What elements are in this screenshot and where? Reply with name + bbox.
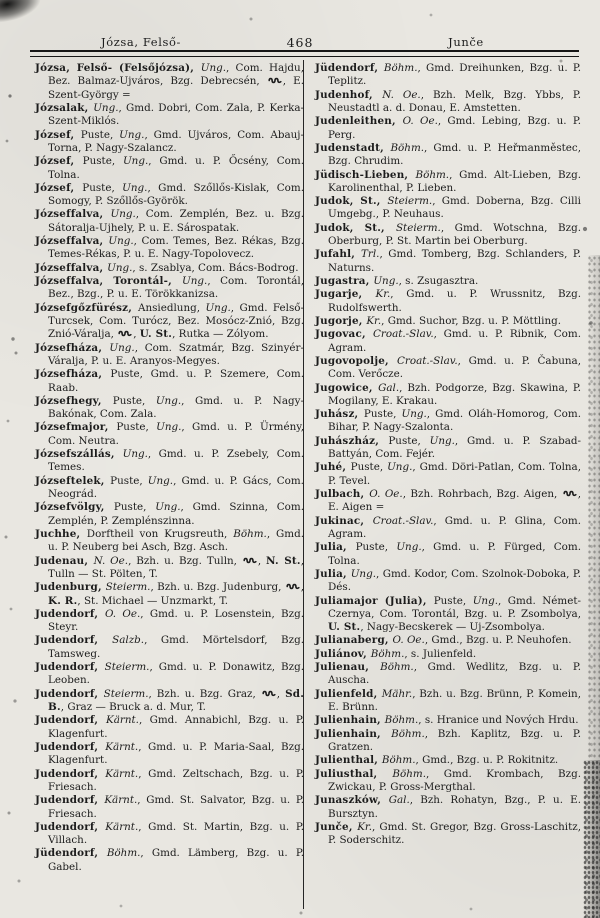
gazetteer-entry xyxy=(315,288,581,315)
entry-text: , Gmd. u. P. Donawitz, Bzg. Leoben. xyxy=(48,661,304,687)
entry-text: , Gmd. St. Gregor, Bzg. Gross-Laschitz, P. Soderschitz. xyxy=(328,820,581,847)
entry-text: , Gmd. u. P. Zsebely, Com. Temes. xyxy=(48,448,304,474)
entry-headword: Jüdisch-Lieben, xyxy=(315,168,416,181)
gazetteer-entry xyxy=(35,501,304,528)
entry-region-abbr: Böhm. xyxy=(380,661,414,674)
running-head-left: Józsa, Felső- xyxy=(100,35,181,49)
entry-region-abbr: Böhm. xyxy=(391,727,425,740)
entry-text: , Gmd. Krombach, Bzg. Zwickau, P. Gross-Mergthal. xyxy=(328,767,581,793)
entry-region-abbr: Ung. xyxy=(119,128,145,141)
scan-artifact-specks xyxy=(0,0,2,2)
gazetteer-entry xyxy=(315,541,581,568)
gazetteer-entry xyxy=(35,129,304,156)
gazetteer-entry xyxy=(35,421,304,448)
gazetteer-entry xyxy=(315,648,581,661)
entry-headword: Józsa, Felső- (Felsőjózsa), xyxy=(35,62,201,74)
entry-headword: József, xyxy=(35,155,83,168)
entry-text: , Bzh. u. Bzg. Tulln, xyxy=(128,554,242,567)
entry-region-abbr: O. Oe. xyxy=(369,488,403,500)
entry-region-abbr: N. Oe. xyxy=(382,88,421,101)
entry-text: , Tulln — St. Pölten, T. xyxy=(48,554,304,580)
entry-text: , Com. Temes, Bez. Rékas, Bzg. Temes-Rékas, P. u. E. Nagy-Topolovecz. xyxy=(48,235,304,261)
entry-region-abbr: Böhm. xyxy=(370,647,405,660)
entry-region-abbr: Ung. xyxy=(472,594,498,607)
entry-headword: Julienfeld, xyxy=(315,687,382,700)
gazetteer-entry xyxy=(315,355,581,382)
entry-region-abbr: Ung. xyxy=(122,181,148,194)
entry-headword: Judendorf, xyxy=(35,767,106,780)
entry-headword: Jugovac, xyxy=(315,328,373,341)
entry-text: , Gmd., Bzg. u. P. Rokitnitz. xyxy=(415,754,559,767)
entry-region-abbr: Steierm. xyxy=(387,195,433,208)
entry-headword: Józseffalva, xyxy=(35,261,108,274)
entry-headword: U. St. xyxy=(139,328,173,341)
entry-headword: Julianaberg, xyxy=(315,634,393,647)
gazetteer-entry xyxy=(315,142,581,169)
entry-region-abbr: Böhm. xyxy=(106,847,141,860)
entry-headword: Jugorje, xyxy=(315,314,367,327)
entry-headword: Jugastra, xyxy=(315,275,374,287)
entry-region-abbr: Kr. xyxy=(375,288,391,301)
entry-region-abbr: Ung. xyxy=(108,235,134,248)
gazetteer-entry xyxy=(35,302,304,342)
gazetteer-entry xyxy=(35,102,304,129)
entry-region-abbr: N. Oe. xyxy=(93,554,129,567)
gazetteer-entry xyxy=(35,634,304,661)
entry-text: , Gmd. Kodor, Com. Szolnok-Doboka, P. Dés. xyxy=(328,567,582,594)
gazetteer-entry xyxy=(35,794,304,821)
gazetteer-entry xyxy=(315,89,581,116)
entry-region-abbr: Böhm. xyxy=(415,168,450,181)
gazetteer-entry xyxy=(315,248,581,275)
entry-text: , xyxy=(257,554,267,567)
posthorn-icon xyxy=(118,329,132,338)
entry-text: Puste, xyxy=(355,541,397,554)
entry-headword: Judendorf, xyxy=(35,634,113,647)
entry-headword: N. St. xyxy=(266,554,301,567)
entry-text: , Bzh. Podgorze, Bzg. Skawina, P. Mogilany, E. Krakau. xyxy=(328,381,581,407)
entry-headword: Jugowice, xyxy=(315,381,379,394)
gazetteer-entry xyxy=(315,328,581,355)
gazetteer-entry xyxy=(35,741,304,768)
entry-region-abbr: Ung. xyxy=(122,155,149,168)
entry-region-abbr: Kärnt. xyxy=(104,794,138,807)
gazetteer-entry xyxy=(315,488,581,515)
entry-region-abbr: Ung. xyxy=(200,62,227,74)
entry-text: , Com. Torontál, Bez., Bzg., P. u. E. Törökkanizsa. xyxy=(48,275,304,301)
entry-headword: Julienthal, xyxy=(315,754,382,767)
entry-text: , Gmd. Szőllős-Kislak, Com. Somogy, P. Szőllős-Györök. xyxy=(48,181,304,208)
gazetteer-entry xyxy=(315,754,581,767)
entry-region-abbr: Ung. xyxy=(109,341,135,354)
entry-headword: Judenau, xyxy=(35,554,94,567)
entry-region-abbr: Steierm. xyxy=(105,581,151,594)
entry-text: , Gmd. Oláh-Homorog, Com. Bihar, P. Nagy-Szalonta. xyxy=(328,408,581,434)
entry-headword: K. R. xyxy=(48,594,78,607)
gazetteer-entry xyxy=(35,262,304,275)
entry-region-abbr: Croat.-Slav. xyxy=(396,354,458,367)
gazetteer-entry xyxy=(35,821,304,848)
gazetteer-entry xyxy=(35,155,304,182)
entry-headword: Judenleithen, xyxy=(315,115,403,128)
entry-region-abbr: O. Oe. xyxy=(104,607,141,620)
entry-region-abbr: O. Oe. xyxy=(402,115,438,128)
gazetteer-entry xyxy=(315,115,581,142)
entry-text: , xyxy=(300,581,304,594)
gazetteer-entry xyxy=(35,714,304,741)
entry-region-abbr: Mähr. xyxy=(381,687,413,700)
entry-region-abbr: Steierm. xyxy=(103,687,149,700)
entry-headword: Judenburg, xyxy=(35,581,106,594)
entry-headword: Jüdendorf, xyxy=(315,62,384,74)
entry-text: , Gmd. u. P. Losenstein, Bzg. Steyr. xyxy=(48,607,304,634)
entry-region-abbr: Croat.-Slav. xyxy=(372,328,434,341)
entry-headword: Julbach, xyxy=(315,488,370,500)
entry-region-abbr: Ung. xyxy=(93,101,119,114)
entry-region-abbr: Ung. xyxy=(155,394,182,407)
entry-headword: Juliamajor (Julia), xyxy=(315,594,434,607)
entry-text: , Gmd. Mörtelsdorf, Bzg. Tamsweg. xyxy=(48,634,304,660)
entry-text: , Gmd. Wedlitz, Bzg. u. P. Auscha. xyxy=(328,661,581,687)
entry-region-abbr: Ung. xyxy=(401,408,427,421)
entry-region-abbr: Trl. xyxy=(361,248,380,261)
entry-text: , Com. Zemplén, Bez. u. Bzg. Sátoralja-Ujhely, P. u. E. Sárospatak. xyxy=(48,208,304,234)
posthorn-icon xyxy=(268,76,282,85)
entry-headword: Juhász, xyxy=(315,408,364,421)
gazetteer-entry xyxy=(315,821,581,848)
posthorn-icon xyxy=(563,489,577,498)
gazetteer-entry xyxy=(315,382,581,409)
entry-text: Puste, xyxy=(82,155,123,168)
entry-headword: Julienhain, xyxy=(315,714,385,727)
entry-text: , Com. Szatmár, Bzg. Szinyér-Váralja, P. u. E. Aranyos-Megyes. xyxy=(48,341,304,367)
entry-headword: Józseffalva, xyxy=(35,208,111,221)
entry-region-abbr: Ung. xyxy=(429,434,455,447)
entry-headword: Juliusthal, xyxy=(315,767,393,780)
gazetteer-entry xyxy=(35,581,304,608)
entry-region-abbr: Ung. xyxy=(387,461,413,474)
gazetteer-entry xyxy=(315,275,581,288)
entry-headword: Józsefháza, xyxy=(35,368,111,381)
entry-headword: Junaszków, xyxy=(315,794,389,807)
entry-text: Puste, Gmd. u. P. Szemere, Com. Raab. xyxy=(48,368,304,394)
entry-text: , Gmd., Bzg. u. P. Neuhofen. xyxy=(424,634,572,647)
page-number: 468 xyxy=(286,35,314,50)
gazetteer-entry xyxy=(35,62,304,102)
entry-headword: Sd. B. xyxy=(48,687,304,713)
entry-headword: Julia, xyxy=(315,541,356,554)
posthorn-icon xyxy=(262,689,276,698)
entry-region-abbr: Böhm. xyxy=(392,767,426,780)
scan-artifact-right-edge-bottom xyxy=(583,760,600,918)
entry-headword: Judok, St., xyxy=(315,221,396,234)
gazetteer-entry xyxy=(35,208,304,235)
entry-headword: Józseftelek, xyxy=(35,474,111,487)
entry-text: , Gmd. Döri-Patlan, Com. Tolna, P. Tevel. xyxy=(328,461,582,487)
gazetteer-entry xyxy=(35,847,304,874)
entry-region-abbr: Kärnt. xyxy=(105,740,139,753)
entry-headword: Juhé, xyxy=(315,461,351,474)
entry-text: , Com. Hajdu, Bez. Balmaz-Ujváros, Bzg. Debrecsén, xyxy=(48,62,304,88)
entry-text: , Gmd. St. Salvator, Bzg. u. P. Friesach. xyxy=(48,794,304,820)
gazetteer-entry xyxy=(315,768,581,795)
entry-headword: Józsefszállás, xyxy=(35,448,123,461)
entry-text: , s. Zsugasztra. xyxy=(398,275,479,287)
entry-text: , Gmd. Felső-Turcsek, Com. Turócz, Bez. Mosócz-Znió, Bzg. Znió-Váralja, xyxy=(48,301,304,341)
entry-region-abbr: Croat.-Slav. xyxy=(372,514,434,527)
entry-region-abbr: Gal. xyxy=(378,381,400,394)
gazetteer-entry xyxy=(35,661,304,688)
gazetteer-entry xyxy=(315,515,581,542)
gazetteer-entry xyxy=(315,714,581,727)
entry-headword: U. St. xyxy=(328,621,361,634)
entry-text: , Gmd. u. P. Glina, Com. Agram. xyxy=(328,514,581,540)
entry-region-abbr: Kr. xyxy=(357,820,373,833)
entry-text: Puste, xyxy=(82,181,123,194)
entry-region-abbr: Kärnt. xyxy=(105,820,139,833)
entry-text: , Gmd. Annabichl, Bzg. u. P. Klagenfurt. xyxy=(48,714,304,740)
gazetteer-entry xyxy=(35,608,304,635)
entry-headword: Julia, xyxy=(315,567,351,580)
entry-region-abbr: Ung. xyxy=(122,448,148,461)
entry-text: Puste, xyxy=(110,474,148,487)
gazetteer-entry xyxy=(35,768,304,795)
gazetteer-entry xyxy=(315,634,581,647)
entry-text: Puste, xyxy=(433,594,473,607)
entry-text: , Rutka — Zólyom. xyxy=(172,328,269,341)
entry-text: , Gmd. u. P. Heřmanměstec, Bzg. Chrudim. xyxy=(328,141,582,168)
entry-text: , Nagy-Becskerek — Uj-Zsombolya. xyxy=(360,621,545,634)
entry-text: Ansiedlung, xyxy=(137,301,206,314)
entry-text: , Gmd. Doberna, Bzg. Cilli Umgebg., P. Neuhaus. xyxy=(328,195,581,221)
gazetteer-entry xyxy=(35,235,304,262)
entry-text: , Gmd. u. P. Nagy-Bakónak, Com. Zala. xyxy=(48,394,304,421)
entry-headword: Julienhain, xyxy=(315,727,392,740)
entry-headword: Judendorf, xyxy=(35,820,106,833)
entry-text: , Gmd. St. Martin, Bzg. u. P. Villach. xyxy=(48,820,304,847)
entry-text: , Bzh. u. Bzg. Brünn, P. Komein, E. Brünn. xyxy=(328,687,582,713)
entry-text: , Bzh. Melk, Bzg. Ybbs, P. Neustadtl a. d. Donau, E. Amstetten. xyxy=(328,88,581,114)
entry-text: , Gmd. u. P. Ribnik, Com. Agram. xyxy=(328,328,582,354)
gazetteer-entry xyxy=(35,475,304,502)
gazetteer-entry xyxy=(35,275,304,302)
entry-headword: Judendorf, xyxy=(35,607,105,620)
entry-text: Puste, xyxy=(113,501,156,514)
entry-region-abbr: Ung. xyxy=(396,541,422,554)
gazetteer-entry xyxy=(35,368,304,395)
entry-headword: Judenstadt, xyxy=(315,141,391,154)
entry-text: , xyxy=(276,687,286,700)
entry-headword: Jukinac, xyxy=(315,514,373,527)
entry-region-abbr: Gal. xyxy=(388,794,410,807)
gazetteer-entry xyxy=(315,728,581,755)
entry-region-abbr: Ung. xyxy=(110,208,136,221)
entry-headword: Józsalak, xyxy=(35,101,94,114)
entry-region-abbr: Böhm. xyxy=(383,62,418,74)
gazetteer-entry xyxy=(315,794,581,821)
gazetteer-entry xyxy=(35,182,304,209)
entry-text: Puste, xyxy=(116,421,157,434)
entry-text: , xyxy=(133,328,140,341)
entry-region-abbr: Ung. xyxy=(147,474,174,487)
entry-headword: Józsefháza, xyxy=(35,341,110,354)
entry-text: , Gmd. Wotschna, Bzg. Oberburg, P. St. Martin bei Oberburg. xyxy=(328,221,581,248)
entry-text: , E. Aigen = xyxy=(328,488,581,514)
gazetteer-entry xyxy=(35,342,304,369)
entry-text: Puste, xyxy=(80,128,120,141)
entry-text: Puste, xyxy=(350,461,388,474)
gazetteer-entry xyxy=(35,395,304,422)
entry-headword: Jüdendorf, xyxy=(35,847,107,860)
gazetteer-entry xyxy=(315,62,581,89)
entry-headword: Jugarje, xyxy=(315,288,376,301)
entry-text: , s. Julienfeld. xyxy=(404,647,477,660)
header-double-rule xyxy=(30,50,579,57)
gazetteer-entry xyxy=(35,688,304,715)
gazetteer-entry xyxy=(315,595,581,635)
gazetteer-entry xyxy=(35,528,304,555)
entry-headword: József, xyxy=(35,181,83,194)
posthorn-icon xyxy=(243,556,257,565)
gazetteer-entry xyxy=(315,435,581,462)
entry-region-abbr: Ung. xyxy=(107,261,133,274)
entry-text: Puste, xyxy=(112,394,156,407)
entry-text: , Gmd. Lebing, Bzg. u. P. Perg. xyxy=(328,115,581,141)
entry-headword: Judok, St., xyxy=(315,195,388,208)
entry-region-abbr: Steierm. xyxy=(395,221,441,234)
gazetteer-entry xyxy=(315,568,581,595)
entry-text: , Graz — Bruck a. d. Mur, T. xyxy=(60,701,206,713)
gazetteer-column-left xyxy=(35,62,304,874)
entry-text: , Gmd. Ujváros, Com. Abauj-Torna, P. Nagy-Szalancz. xyxy=(48,128,304,154)
posthorn-icon xyxy=(286,582,300,591)
entry-headword: Józseffalva, xyxy=(35,235,109,248)
entry-text: , Bzh. u. Bzg. Graz, xyxy=(148,687,261,700)
entry-text: , Gmd. u. P. Ürmény, Com. Neutra. xyxy=(48,421,304,447)
entry-text: , St. Michael — Unzmarkt, T. xyxy=(77,594,229,607)
entry-text: , Gmd. u. P. Neuberg bei Asch, Bzg. Asch. xyxy=(48,527,305,554)
entry-text: , Gmd. Német-Czernya, Com. Torontál, Bzg. u. P. Zsombolya, xyxy=(328,594,581,620)
entry-region-abbr: Böhm. xyxy=(384,714,419,727)
entry-text: , Gmd. Dreihunken, Bzg. u. P. Teplitz. xyxy=(328,62,581,88)
entry-text: , Gmd. u. P. Maria-Saal, Bzg. Klagenfurt. xyxy=(48,740,304,767)
entry-text: Dorftheil von Krugsreuth, xyxy=(86,527,234,540)
entry-text: , Gmd. Dobri, Com. Zala, P. Kerka-Szent-Miklós. xyxy=(48,101,304,128)
entry-region-abbr: Kärnt. xyxy=(105,767,139,780)
entry-region-abbr: Ung. xyxy=(373,275,399,287)
entry-region-abbr: Ung. xyxy=(155,501,181,514)
entry-text: , Gmd. u. P. Čabuna, Com. Verőcze. xyxy=(328,354,581,381)
scan-artifact-corner xyxy=(0,0,43,24)
entry-headword: Józsefgőzfürész, xyxy=(35,301,138,314)
entry-region-abbr: Kärnt. xyxy=(106,714,139,727)
entry-text: Puste, xyxy=(388,434,430,447)
entry-text: Puste, xyxy=(363,408,402,421)
gazetteer-entry xyxy=(315,222,581,249)
entry-text: , Gmd. u. P. Gács, Com. Neográd. xyxy=(48,474,304,500)
entry-headword: Jugovopolje, xyxy=(315,354,397,367)
gazetteer-entry xyxy=(315,315,581,328)
entry-headword: Judendorf, xyxy=(35,714,107,727)
entry-text: , s. Zsablya, Com. Bács-Bodrog. xyxy=(132,261,299,274)
entry-text: , Gmd. Tomberg, Bzg. Schlanders, P. Naturns. xyxy=(328,248,581,274)
entry-headword: Juchhe, xyxy=(35,527,87,540)
gazetteer-entry xyxy=(315,169,581,196)
entry-text: , Gmd. Szinna, Com. Zemplén, P. Zemplénszinna. xyxy=(48,501,304,527)
entry-region-abbr: Steierm. xyxy=(104,661,150,674)
entry-region-abbr: O. Oe. xyxy=(392,634,425,647)
entry-text: , Gmd. Lämberg, Bzg. u. P. Gabel. xyxy=(48,847,304,873)
gazetteer-entry xyxy=(315,195,581,222)
entry-headword: József, xyxy=(35,128,81,141)
gazetteer-column-right xyxy=(315,62,581,847)
entry-region-abbr: Kr. xyxy=(366,314,382,327)
entry-text: , Bzh. Rohrbach, Bzg. Aigen, xyxy=(402,488,562,500)
gazetteer-entry xyxy=(315,661,581,688)
entry-headword: Judendorf, xyxy=(35,661,105,674)
entry-headword: Judendorf, xyxy=(35,794,105,807)
entry-text: , Gmd. u. P. Wrussnitz, Bzg. Rudolfswerth. xyxy=(328,288,581,314)
gazetteer-entry xyxy=(315,688,581,715)
entry-headword: Judendorf, xyxy=(35,687,104,700)
entry-text: , Gmd. u. P. Szabad-Battyán, Com. Fejér. xyxy=(328,434,581,461)
entry-region-abbr: Böhm. xyxy=(233,527,267,540)
entry-text: , Gmd. u. P. Őcsény, Com. Tolna. xyxy=(48,155,304,181)
entry-headword: Judendorf, xyxy=(35,740,106,753)
entry-headword: Juhászház, xyxy=(315,434,389,447)
gazetteer-entry xyxy=(35,555,304,582)
entry-headword: Józsefhegy, xyxy=(35,394,113,407)
entry-text: , Gmd. Suchor, Bzg. u. P. Möttling. xyxy=(381,314,562,327)
gazetteer-entry xyxy=(315,461,581,488)
entry-text: , Bzh. Rohatyn, Bzg., P. u. E. Bursztyn. xyxy=(328,794,581,820)
entry-headword: Józseffalva, Torontál-, xyxy=(35,275,183,287)
entry-region-abbr: Salzb. xyxy=(112,634,145,647)
entry-region-abbr: Ung. xyxy=(205,301,231,314)
entry-text: , Gmd. u. P. Fürged, Com. Tolna. xyxy=(328,541,581,567)
gazetteer-entry xyxy=(35,448,304,475)
entry-headword: Józsefmajor, xyxy=(35,421,117,434)
scan-artifact-right-edge xyxy=(587,255,600,760)
entry-headword: Jufahl, xyxy=(315,248,362,261)
entry-region-abbr: Ung. xyxy=(156,421,182,434)
entry-headword: Józsefvölgy, xyxy=(35,501,114,514)
entry-text: , Bzh. Kaplitz, Bzg. u. P. Gratzen. xyxy=(328,727,581,753)
entry-text: , E. Szent-György = xyxy=(48,75,305,101)
entry-headword: Julienau, xyxy=(315,661,381,674)
running-head-right: Junče xyxy=(448,35,484,49)
entry-headword: Junče, xyxy=(315,820,358,833)
entry-region-abbr: Ung. xyxy=(182,275,208,287)
entry-region-abbr: Ung. xyxy=(350,567,377,580)
entry-text: , s. Hranice und Nových Hrdu. xyxy=(418,714,579,727)
entry-text: , Bzh. u. Bzg. Judenburg, xyxy=(150,581,285,594)
entry-headword: Juliánov, xyxy=(315,647,371,660)
entry-region-abbr: Böhm. xyxy=(390,141,425,154)
entry-text: , Gmd. Zeltschach, Bzg. u. P. Friesach. xyxy=(48,767,304,793)
entry-text: , Gmd. Alt-Lieben, Bzg. Karolinenthal, P. Lieben. xyxy=(328,168,582,194)
entry-headword: Judenhof, xyxy=(315,88,383,101)
entry-region-abbr: Böhm. xyxy=(381,754,416,767)
gazetteer-entry xyxy=(315,408,581,435)
